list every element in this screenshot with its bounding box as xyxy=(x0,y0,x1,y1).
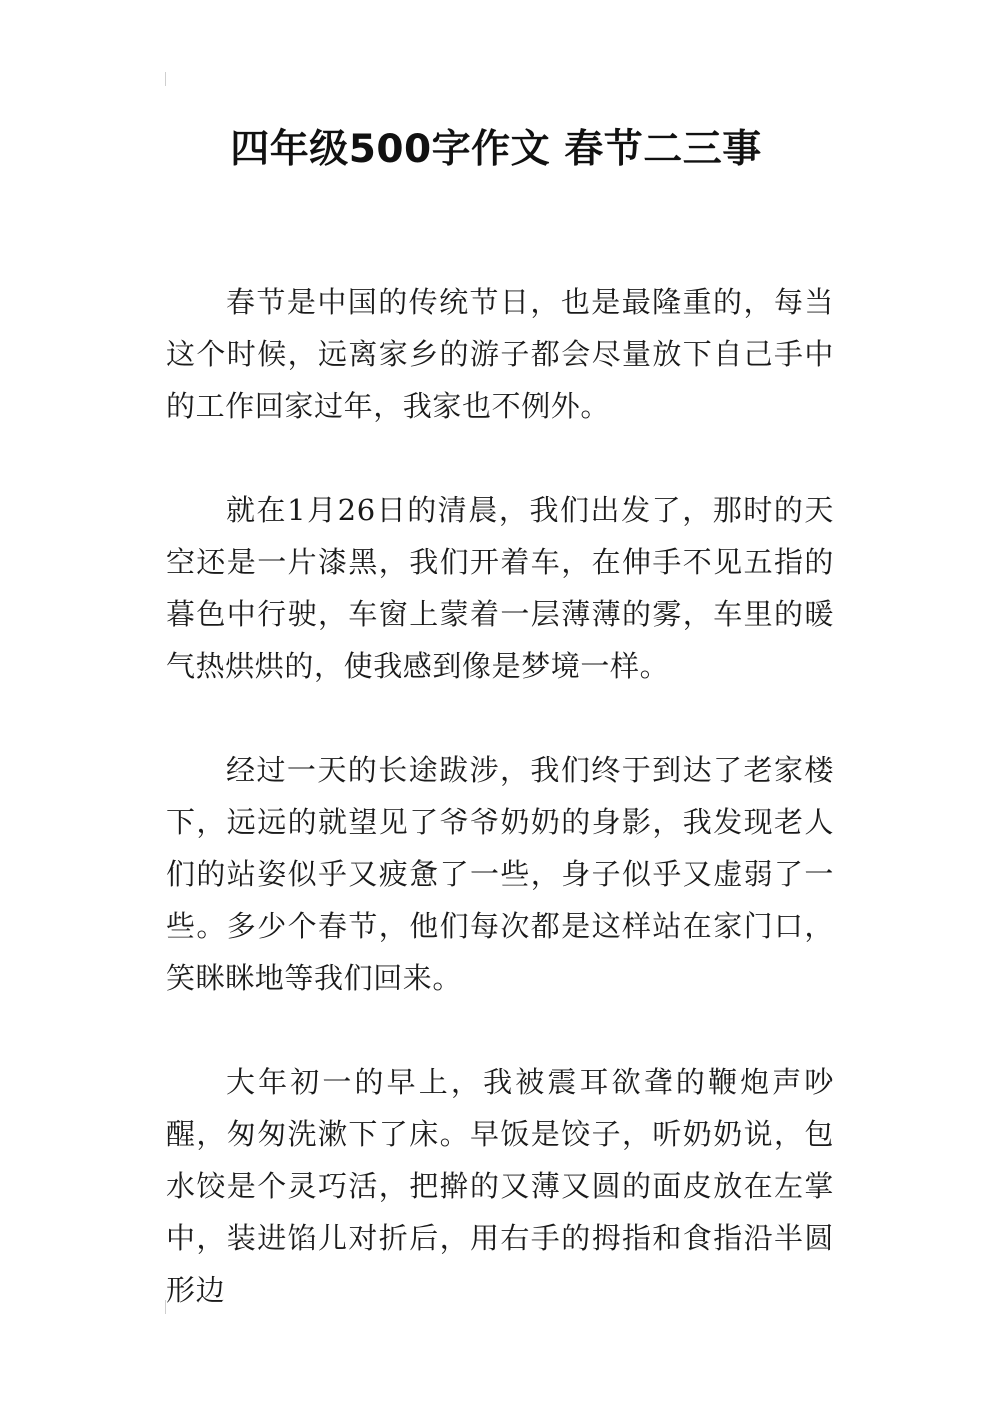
page-corner-mark-bottom xyxy=(165,1300,166,1314)
document-title: 四年级500字作文 春节二三事 xyxy=(230,127,762,172)
page-corner-mark-top xyxy=(165,72,166,86)
paragraph-1: 春节是中国的传统节日，也是最隆重的，每当这个时候，远离家乡的游子都会尽量放下自己手中的工作回家过年，我家也不例外。 xyxy=(166,285,834,423)
paragraph-2: 就在1月26日的清晨，我们出发了，那时的天空还是一片漆黑，我们开着车，在伸手不见五指的暮色中行驶，车窗上蒙着一层薄薄的雾，车里的暖气热烘烘的，使我感到像是梦境一样。 xyxy=(166,493,834,683)
paragraph-3: 经过一天的长途跋涉，我们终于到达了老家楼下，远远的就望见了爷爷奶奶的身影，我发现老人们的站姿似乎又疲惫了一些，身子似乎又虚弱了一些。多少个春节，他们每次都是这样站在家门口，笑眯眯地等我们回来。 xyxy=(166,753,834,995)
essay-body xyxy=(166,276,834,1368)
paragraph-4: 大年初一的早上，我被震耳欲聋的鞭炮声吵醒，匆匆洗漱下了床。早饭是饺子，听奶奶说，包水饺是个灵巧活，把擀的又薄又圆的面皮放在左掌中，装进馅儿对折后，用右手的拇指和食指沿半圆形边 xyxy=(166,1065,834,1307)
